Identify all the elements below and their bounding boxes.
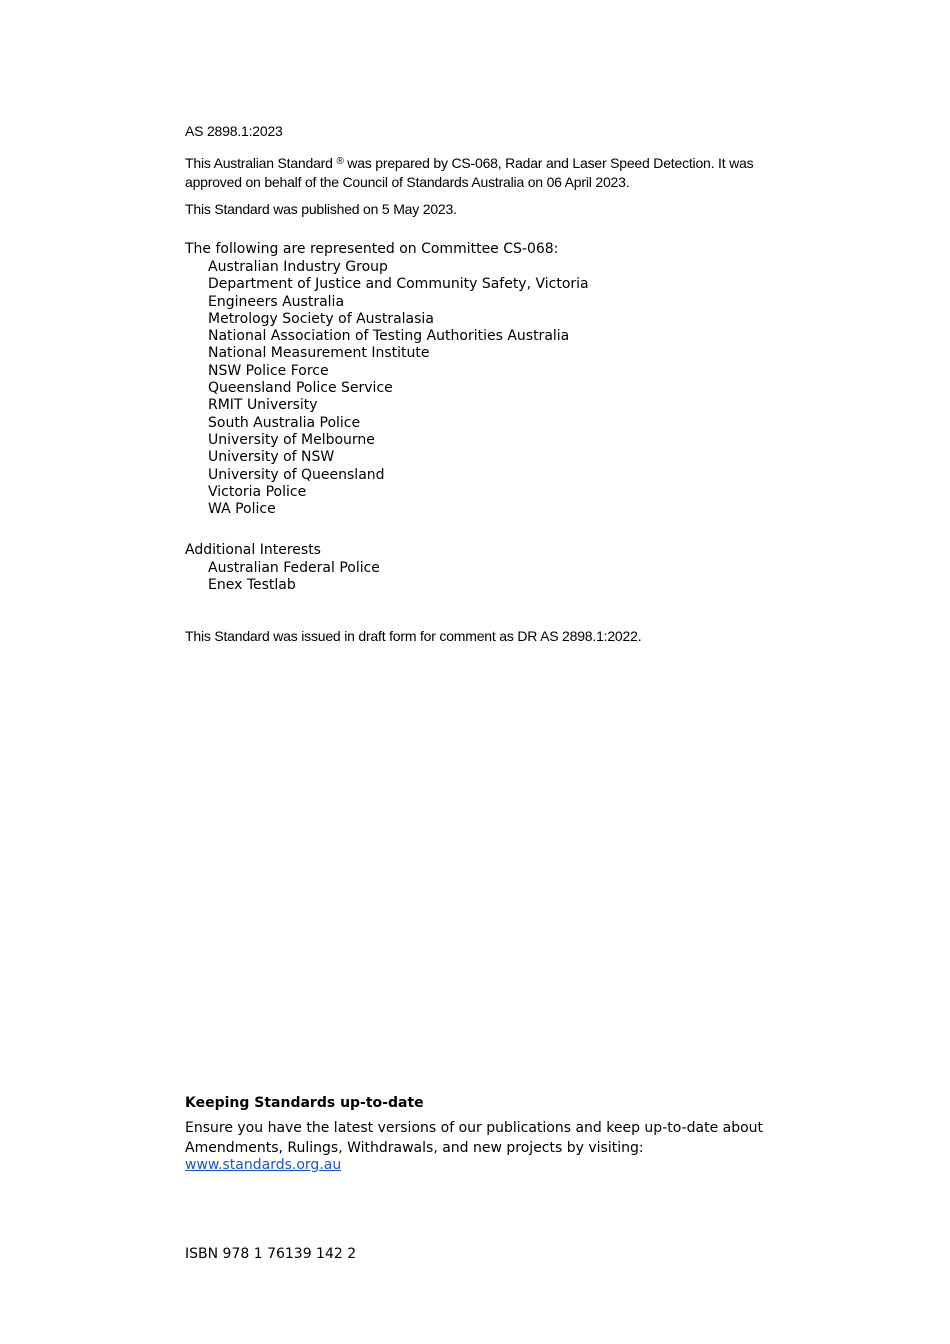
committee-member: National Measurement Institute: [208, 345, 430, 362]
committee-member: University of Queensland: [208, 466, 385, 483]
additional-interest-member: Australian Federal Police: [208, 560, 380, 576]
preparation-paragraph: [185, 154, 775, 192]
keeping-up-to-date-body: Ensure you have the latest versions of our publications and keep up-to-date about Amendments, Rulings, Withdrawals, and new projects by visiting:: [185, 1120, 764, 1156]
committee-member: University of Melbourne: [208, 431, 375, 448]
committee-heading: The following are represented on Committee CS-068:: [185, 241, 559, 257]
isbn-number: ISBN 978 1 76139 142 2: [185, 1246, 357, 1262]
committee-member: Metrology Society of Australasia: [208, 310, 434, 327]
publication-date-paragraph: This Standard was published on 5 May 2023.: [185, 201, 457, 217]
committee-member: WA Police: [208, 501, 276, 518]
committee-member: NSW Police Force: [208, 362, 329, 379]
standards-website-link[interactable]: www.standards.org.au: [185, 1157, 342, 1173]
committee-member: South Australia Police: [208, 414, 361, 431]
committee-member: National Association of Testing Authorities Australia: [208, 328, 570, 345]
additional-interests-heading: Additional Interests: [185, 542, 321, 558]
committee-member: RMIT University: [208, 397, 318, 414]
additional-interests-list: [185, 560, 380, 595]
committee-member-list: [185, 259, 589, 518]
document-identifier: AS 2898.1:2023: [185, 123, 283, 139]
committee-member: Australian Industry Group: [208, 259, 388, 275]
draft-comment-note: This Standard was issued in draft form for comment as DR AS 2898.1:2022.: [185, 628, 642, 644]
preparation-text-end: was prepared by CS-068, Radar and Laser Speed Detection. It was approved on behalf of the Council of Standards Australia on 06 April 2023.: [185, 155, 754, 190]
preparation-text-start: This Australian Standard: [185, 155, 333, 171]
committee-member: Victoria Police: [208, 483, 307, 500]
keeping-up-to-date-title: Keeping Standards up-to-date: [185, 1095, 424, 1111]
committee-member: Engineers Australia: [208, 293, 345, 310]
committee-member: Department of Justice and Community Safety, Victoria: [208, 276, 589, 293]
committee-member: University of NSW: [208, 449, 335, 466]
registered-mark: ®: [336, 156, 344, 167]
committee-member: Queensland Police Service: [208, 380, 393, 397]
additional-interest-member: Enex Testlab: [208, 577, 296, 594]
